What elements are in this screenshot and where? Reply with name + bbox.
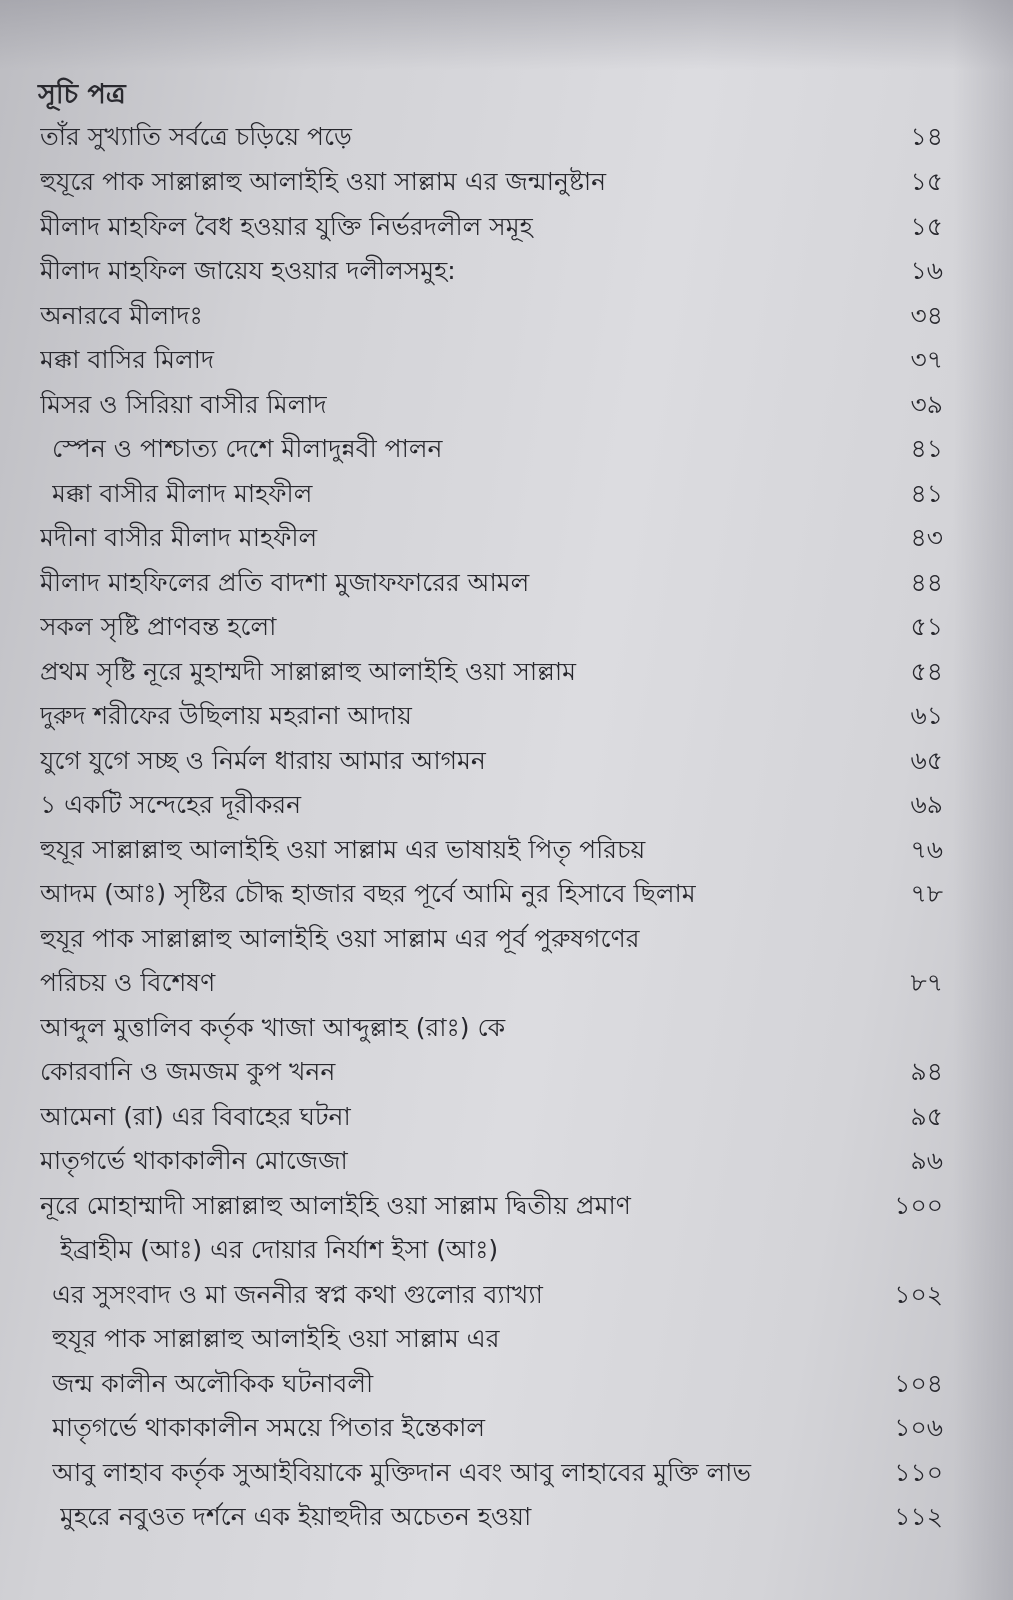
toc-entry-title: মীলাদ মাহফিল জায়েয হওয়ার দলীলসমুহ:	[40, 256, 456, 285]
toc-entry	[0, 210, 1013, 248]
toc-entry-title: নূরে মোহাম্মাদী সাল্লাল্লাহু আলাইহি ওয়া সাল্লাম দ্বিতীয় প্রমাণ	[40, 1191, 631, 1220]
toc-entry-title: স্পেন ও পাশ্চাত্য দেশে মীলাদুন্নবী পালন	[52, 434, 443, 463]
toc-entry-title: পরিচয় ও বিশেষণ	[40, 968, 216, 997]
toc-entry-title: হুযূর পাক সাল্লাল্লাহু আলাইহি ওয়া সাল্লাম এর	[52, 1324, 500, 1353]
toc-entry-page: ৯৪	[910, 1057, 943, 1086]
toc-entry-title: দুরুদ শরীফের উছিলায় মহরানা আদায়	[40, 701, 412, 730]
toc-entry-page: ৫১	[910, 612, 943, 641]
toc-entry-page: ৬১	[910, 701, 943, 730]
toc-entry	[0, 477, 1013, 515]
toc-entry-page: ৭৮	[910, 879, 943, 908]
toc-entry	[0, 1367, 1013, 1405]
toc-entry	[0, 1144, 1013, 1182]
toc-entry-title: মদীনা বাসীর মীলাদ মাহফীল	[40, 523, 318, 552]
toc-entry	[0, 699, 1013, 737]
toc-entry-page: ১০২	[894, 1280, 943, 1309]
toc-entry-page: ৫৪	[910, 657, 943, 686]
toc-entry-title: আবু লাহাব কর্তৃক সুআইবিয়াকে মুক্তিদান এবং আবু লাহাবের মুক্তি লাভ	[52, 1458, 751, 1487]
toc-entry-title: মিসর ও সিরিয়া বাসীর মিলাদ	[40, 390, 327, 419]
toc-entry-page: ১১০	[894, 1458, 943, 1487]
toc-entry-title: এর সুসংবাদ ও মা জননীর স্বপ্ন কথা গুলোর ব্যাখ্যা	[52, 1280, 543, 1309]
toc-entry-page: ৮৭	[910, 968, 943, 997]
toc-entry	[0, 566, 1013, 604]
toc-entry-page: ৩৭	[910, 345, 943, 374]
toc-entry-title: মীলাদ মাহফিল বৈধ হওয়ার যুক্তি নির্ভরদলীল সমূহ	[40, 212, 533, 241]
toc-entry-title: ইব্রাহীম (আঃ) এর দোয়ার নির্যাশ ইসা (আঃ)	[60, 1235, 499, 1264]
toc-entry-title: অনারবে মীলাদঃ	[40, 301, 203, 330]
toc-entry-page: ৪৩	[910, 523, 943, 552]
toc-entry-page: ১০৪	[894, 1369, 943, 1398]
toc-entry-page: ৩৯	[910, 390, 943, 419]
toc-entry-page: ১০৬	[894, 1413, 943, 1442]
toc-entry	[0, 1411, 1013, 1449]
toc-entry	[0, 1500, 1013, 1538]
toc-entry-page: ১৬	[910, 256, 943, 285]
toc-entry-title: জন্ম কালীন অলৌকিক ঘটনাবলী	[52, 1369, 374, 1398]
toc-entry-title: মাতৃগর্ভে থাকাকালীন মোজেজা	[40, 1146, 348, 1175]
toc-entry-page: ১৪	[910, 122, 943, 151]
toc-entry-page: ৬৯	[910, 790, 943, 819]
page-shadow-top	[0, 0, 1013, 70]
toc-entry	[0, 432, 1013, 470]
toc-entry	[0, 744, 1013, 782]
toc-entry	[0, 1233, 1013, 1271]
toc-entry	[0, 966, 1013, 1004]
toc-entry	[0, 655, 1013, 693]
toc-entry-title: ১ একটি সন্দেহের দূরীকরন	[40, 790, 302, 819]
toc-entry	[0, 922, 1013, 960]
toc-entry	[0, 120, 1013, 158]
toc-entry-page: ৪১	[910, 479, 943, 508]
toc-entry-title: আব্দুল মুত্তালিব কর্তৃক খাজা আব্দুল্লাহ (রাঃ) কে	[40, 1013, 506, 1042]
toc-entry-title: আদম (আঃ) সৃষ্টির চৌদ্ধ হাজার বছর পূর্বে আমি নুর হিসাবে ছিলাম	[40, 879, 696, 908]
toc-entry-title: হুযূর পাক সাল্লাল্লাহু আলাইহি ওয়া সাল্লাম এর পূর্ব পুরুষগণের	[40, 924, 640, 953]
toc-entry	[0, 1322, 1013, 1360]
toc-entry-title: মাতৃগর্ভে থাকাকালীন সময়ে পিতার ইন্তেকাল	[52, 1413, 486, 1442]
toc-entry-title: সকল সৃষ্টি প্রাণবন্ত হলো	[40, 612, 277, 641]
toc-entry	[0, 1456, 1013, 1494]
toc-entry	[0, 521, 1013, 559]
toc-entry-page: ৭৬	[910, 835, 943, 864]
toc-entry-page: ১০০	[894, 1191, 943, 1220]
toc-entry-title: তাঁর সুখ্যাতি সর্বত্রে চড়িয়ে পড়ে	[40, 122, 352, 151]
toc-entry-title: মীলাদ মাহফিলের প্রতি বাদশা মুজাফফারের আমল	[40, 568, 530, 597]
toc-entry-title: মুহরে নবুওত দর্শনে এক ইয়াহুদীর অচেতন হওয়া	[60, 1502, 532, 1531]
toc-entry-page: ৯৬	[910, 1146, 943, 1175]
toc-entry-title: মক্কা বাসির মিলাদ	[40, 345, 215, 374]
toc-entry	[0, 788, 1013, 826]
toc-entry-title: হুযূরে পাক সাল্লাল্লাহু আলাইহি ওয়া সাল্লাম এর জন্মানুষ্টান	[40, 167, 607, 196]
toc-entry	[0, 388, 1013, 426]
toc-entry-title: প্রথম সৃষ্টি নূরে মুহাম্মদী সাল্লাল্লাহু আলাইহি ওয়া সাল্লাম	[40, 657, 577, 686]
toc-entry	[0, 877, 1013, 915]
toc-entry-title: আমেনা (রা) এর বিবাহের ঘটনা	[40, 1102, 351, 1131]
toc-entry-page: ৬৫	[910, 746, 943, 775]
toc-entry	[0, 299, 1013, 337]
toc-entry-title: যুগে যুগে সচ্ছ ও নির্মল ধারায় আমার আগমন	[40, 746, 486, 775]
toc-entry	[0, 1278, 1013, 1316]
toc-entry	[0, 254, 1013, 292]
toc-entry-page: ৯৫	[910, 1102, 943, 1131]
toc-entry-title: হুযূর সাল্লাল্লাহু আলাইহি ওয়া সাল্লাম এর ভাষায়ই পিতৃ পরিচয়	[40, 835, 646, 864]
toc-entry-page: ৪১	[910, 434, 943, 463]
toc-entry	[0, 165, 1013, 203]
toc-entry	[0, 1055, 1013, 1093]
toc-entry	[0, 833, 1013, 871]
toc-entry-page: ১৫	[910, 212, 943, 241]
toc-entry	[0, 610, 1013, 648]
toc-entry	[0, 1011, 1013, 1049]
toc-entry-page: ১১২	[894, 1502, 943, 1531]
toc-entry-page: ৩৪	[910, 301, 943, 330]
toc-entry	[0, 1100, 1013, 1138]
toc-entry-title: মক্কা বাসীর মীলাদ মাহফীল	[52, 479, 313, 508]
page-title: সূচি পত্র	[38, 79, 126, 110]
toc-entry	[0, 1189, 1013, 1227]
toc-entry-title: কোরবানি ও জমজম কুপ খনন	[40, 1057, 336, 1086]
toc-entry-page: ১৫	[910, 167, 943, 196]
toc-entry	[0, 343, 1013, 381]
toc-entry-page: ৪৪	[910, 568, 943, 597]
